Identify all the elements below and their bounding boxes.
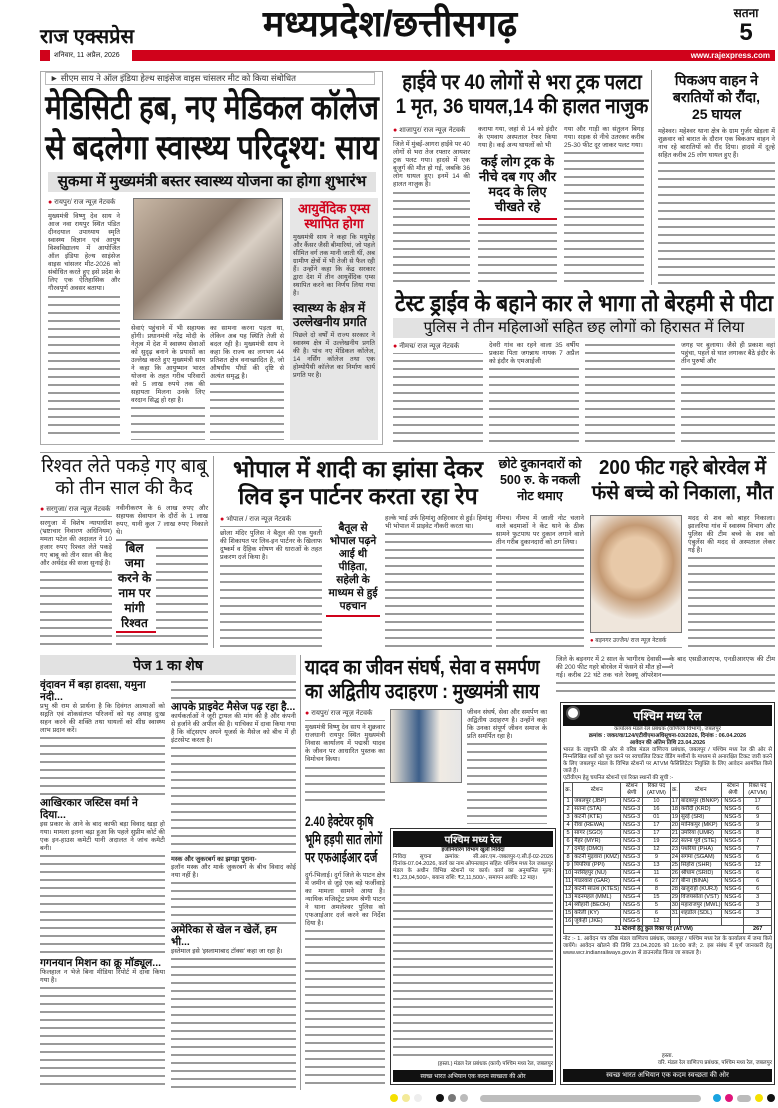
table-cell: NSG-5 xyxy=(722,838,744,846)
table-cell: 22 xyxy=(671,838,678,844)
text-filler xyxy=(393,884,553,1059)
table-cell: कटनी (KTE) xyxy=(573,814,621,822)
table-row xyxy=(564,830,772,838)
table-cell: NSG-5 xyxy=(722,830,744,838)
bhopal-inset: बैतूल से भोपाल पढ़ने आई थी पीड़िता, सहेली के माध्यम से हुई पहचान xyxy=(326,522,380,617)
borewell-lead: मदद से शव को बाहर निकाला। झालरिया गांव में स्वास्थ्य विभाग और पुलिस की टीम बच्चे के शव को एंबुलेंस की मदद से अस्पताल लेकर गई है। xyxy=(688,515,775,554)
table-cell: 17 xyxy=(744,798,772,806)
table-cell xyxy=(670,918,679,926)
table-cell: 31 xyxy=(671,910,678,916)
sidebar-text-2: पिछले दो वर्षों में राज्य सरकार ने स्वास्थ्य क्षेत्र में उल्लेखनीय प्रगति की है। पांच नए मेडिकल कॉलेज, 14 नर्सिंग कॉलेज तथा एक होम्योपैथी कॉलेज का निर्माण कार्य प्रगति पर है। xyxy=(293,332,375,379)
bribe-col2-text: नवीनीकरण के 6 लाख रुपए और सहायक सेवायान के दौरों के 1 लाख रुपए, यानी कुल 7 लाख रुपए निकाले थे। xyxy=(116,505,208,536)
table-cell: 20 xyxy=(671,822,678,828)
text-filler xyxy=(40,985,165,1089)
tender-ad-footer: स्वच्छ भारत अभियान एक कदम स्वच्छता की ओर xyxy=(393,1070,553,1082)
yadav-photo xyxy=(390,709,462,783)
continued-col-2 xyxy=(171,679,296,1089)
table-cell: सतना पूर्व (STE) xyxy=(679,838,721,846)
borewell-headline: 200 फीट गहरे बोरवेल में फंसे बच्चे को निकाला, मौत xyxy=(591,457,774,504)
table-header: स्टेशन श्रेणी xyxy=(722,783,744,798)
rail-ad-office: कार्यालय मंडल रेल प्रबंधक (वाणिज्य विभाग), जबलपुर xyxy=(614,726,721,732)
continued-item-title: आपके प्राइवेट मैसेज पढ़ रहा है... xyxy=(171,701,296,714)
tender-ad-text: निविदा सूचना क्रमांक: सी.आर.एम.-जबलपुर-ए.सी.ई-02-2026 दिनांक-07.04.2026, कार्य का नाम ओपनलाइन सहित: पश्चिम मध्य रेल जबलपुर मंडल के अधीन विभिन्न स्टेशनों पर कार्य। कार्य का अनुमानित मूल्य: ₹1,23,04,500/-, बयाना राशि: ₹2,11,500/-, समापन अवधि: 12 माह। xyxy=(393,854,553,881)
yadav-headline: यादव का जीवन संघर्ष, सेवा व समर्पण का अद्वितीय उदाहरण : मुख्यमंत्री साय xyxy=(305,656,540,703)
table-cell: NSG-5 xyxy=(722,798,744,806)
rail-ad-header xyxy=(563,705,772,726)
table-cell: 16 xyxy=(643,806,671,814)
table-cell: NSG-5 xyxy=(722,822,744,830)
table-cell: 5 xyxy=(643,902,671,910)
rail-ad-ref: क्रमांक : जकर/वा/124/एटीवीएम/अधिसूचना-03/2026, दिनांक : 06.04.2026 xyxy=(588,733,747,739)
red-bar xyxy=(132,50,775,61)
table-header: स्टेशन xyxy=(679,783,721,798)
table-cell: 6 xyxy=(744,886,772,894)
table-cell: 8 xyxy=(744,830,772,838)
table-cell: 9 xyxy=(643,854,671,862)
table-cell: पथरिया (PHA) xyxy=(679,846,721,854)
continued-item-text: इस प्रकार के आने के बाद काफी बड़ा विवाद खड़ा हो गया। मामला इतना बढ़ा हुआ कि पहले सुप्रीम कोर्ट की एक इन-हाउस कमेटी यानी अदालत ने जांच कमेटी बनी। xyxy=(40,821,165,853)
table-cell: 10 xyxy=(565,870,572,876)
table-cell: करौंदी (KRD) xyxy=(679,806,721,814)
table-cell: NSG-3 xyxy=(621,862,643,870)
table-cell: NSG-3 xyxy=(621,822,643,830)
table-row xyxy=(564,846,772,854)
table-cell: 23 xyxy=(671,846,678,852)
table-cell: 14 xyxy=(565,902,572,908)
table-cell: NSG-3 xyxy=(621,838,643,846)
rail-ad-deadline: आवेदन की अंतिम तिथि 23.04.2026 xyxy=(629,740,706,746)
table-cell: 21 xyxy=(671,830,678,836)
text-filler xyxy=(171,679,296,701)
table-cell: NSG-2 xyxy=(621,798,643,806)
main-byline: ● रायपुर/ राज न्यूज़ नेटवर्क xyxy=(48,198,120,210)
bribe-col-1 xyxy=(40,505,112,648)
borewell-byline: ● बड़नगर उज्जैन/ राज न्यूज़ नेटवर्क xyxy=(590,637,682,648)
table-cell: कटनी मुड़वारा (KMZ) xyxy=(574,854,620,860)
table-cell: 12 xyxy=(565,886,572,892)
continued-item-text: इलॉन मस्क और मार्क जुकरबर्ग के बीच विवाद कोई नया नहीं है। xyxy=(171,863,296,879)
divider xyxy=(40,452,775,453)
main-headline-line1: मेडिसिटी हब, नए मेडिकल कॉलेज xyxy=(45,89,379,127)
total-label: 31 स्टेशनों हेतु कुल रिक्त पद (ATVM) xyxy=(564,926,744,934)
table-cell: 17 xyxy=(671,798,678,804)
table-cell: मानिकपुर (MKP) xyxy=(679,822,721,830)
testdrive-subhead: पुलिस ने तीन महिलाओं सहित छह लोगों को हिरासत में लिया xyxy=(393,318,775,338)
table-header: रिक्त पद (ATVM) xyxy=(744,783,772,798)
table-cell: 17 xyxy=(643,822,671,830)
table-header: स्टेशन श्रेणी xyxy=(621,783,643,798)
text-filler xyxy=(40,735,165,797)
table-cell: 26 xyxy=(671,870,678,876)
table-cell: 3 xyxy=(744,910,772,918)
testdrive-byline: ● नीमच/ राज न्यूज़ नेटवर्क xyxy=(393,342,483,354)
main-sidebar xyxy=(290,198,378,440)
table-cell: NSG-5 xyxy=(621,910,643,918)
table-total-row xyxy=(564,926,772,934)
table-cell: NSG-5 xyxy=(722,814,744,822)
table-cell: नरसिंहपुर (NU) xyxy=(573,870,621,878)
continued-item-title: आखिरकार जस्टिस वर्मा ने दिया... xyxy=(40,797,165,821)
tender-ad-sign: (हस्ता.) मंडल रेल प्रबंधक (कार्य) पश्चिम मध्य रेल, जबलपुर xyxy=(437,1061,553,1067)
table-row xyxy=(564,894,772,902)
borewell-cont-text: जिले के बड़नगर में 2 साल के भागीरथ देवासी की 200 फीट गहरे बोरवेल में फंसने से मौत हो गई। करीब 22 घंटे तक चले रेस्क्यू ऑपरेशन के बाद एसडीआरएफ, एनडीआरएफ की टीम ने xyxy=(556,656,775,679)
table-cell: खजुराहो (KURJ) xyxy=(679,886,721,894)
table-row xyxy=(564,806,772,814)
table-cell: 16 xyxy=(565,918,572,924)
table-row xyxy=(564,854,772,862)
table-cell: 13 xyxy=(565,894,572,900)
table-cell: 15 xyxy=(643,894,671,902)
table-cell: 6 xyxy=(744,878,772,886)
tender-ad xyxy=(390,828,556,1085)
table-row xyxy=(564,838,772,846)
table-cell: कटनी साउथ (KTES) xyxy=(574,886,620,892)
table-cell: 6 xyxy=(564,838,573,846)
table-cell: NSG-5 xyxy=(621,902,643,910)
table-cell: 25 xyxy=(671,862,678,868)
continued-item-title: वृंदावन में बड़ा हादसा, यमुना नदी... xyxy=(40,679,165,703)
red-bar-left xyxy=(40,50,50,61)
spacer xyxy=(563,957,772,1053)
land-lead: दुर्ग-भिलाई। दुर्ग जिले के पाटन क्षेत्र में जमीन से जुड़े एक बड़े फर्जीवाड़े का मामला सामने आया है। न्यायिक मजिस्ट्रेट प्रथम श्रेणी पाटन ने थाना अमलेश्वर पुलिस को एफआईआर दर्ज करने का निर्देश दिया है। xyxy=(305,872,385,927)
testdrive-col-2 xyxy=(489,342,579,448)
main-headline-line2: से बदलेगा स्वास्थ्य परिदृश्य: साय xyxy=(45,129,379,167)
table-cell: 9 xyxy=(564,862,573,870)
table-cell: 6 xyxy=(643,878,671,886)
table-cell: मदनमहल (MML) xyxy=(573,894,621,902)
main-col3-text: का सामना करना पड़ता था, लेकिन अब यह स्थिति तेजी से बदल रही है। मुख्यमंत्री साय ने कहा कि राज्य का लगभग 44 प्रतिशत क्षेत्र वनाच्छादित है, जो औषधीय पौधों की दृष्टि से अत्यंत समृद्ध है। xyxy=(210,325,284,380)
bribe-headline: रिश्वत लेते पकड़े गए बाबू को तीन साल की कैद xyxy=(41,456,207,499)
bhopal-lead: छोला मंदिर पुलिस ने बैतूल की एक युवती की शिकायत पर लिव-इन पार्टनर के खिलाफ दुष्कर्म व दैहिक शोषण की धाराओं के तहत प्रकरण दर्ज किया है। xyxy=(220,530,322,561)
table-cell: सगमा (SGAM) xyxy=(679,854,721,862)
main-subhead: सुकमा में मुख्यमंत्री बस्तर स्वास्थ्य योजना का होगा शुभारंभ xyxy=(48,172,376,192)
table-header: रिक्त पद (ATVM) xyxy=(643,783,671,798)
highway-col-1 xyxy=(393,126,470,284)
table-row xyxy=(564,910,772,918)
table-cell: सिहोरा (SHR) xyxy=(679,862,721,870)
rail-ad-note: नोट :- 1. आवेदन पत्र वरिष्ठ मंडल वाणिज्य प्रबंधक, जबलपुर / पश्चिम मध्य रेल के कार्यालय में जमा किये जायेंगे। आवेदन खोलने की तिथि 23.04.2026 को 16:00 बजे; 2. इस संबंध में पूर्ण जानकारी हेतु www.wcr.indianrailways.gov.in से डाउनलोड किया जा सकता है। xyxy=(563,936,772,956)
rail-ad xyxy=(560,702,775,1085)
table-cell: 10 xyxy=(643,798,671,806)
table-cell: 27 xyxy=(671,878,678,884)
testdrive-col-4 xyxy=(681,342,775,448)
text-filler xyxy=(171,745,296,856)
table-cell: 9 xyxy=(744,814,772,822)
table-cell: ब्यौहारी (BEOH) xyxy=(573,902,621,910)
bhopal-col-1 xyxy=(220,515,322,648)
atvm-table xyxy=(563,782,772,934)
tender-ad-subtitle: इंजीनियरिंग विभाग खुली निविदा xyxy=(441,847,505,853)
highway-inner-heading: कई लोग ट्रक के नीचे दब गए और मदद के लिए चीखते रहे xyxy=(478,150,557,220)
bribe-col-2 xyxy=(116,505,208,648)
table-cell: 19 xyxy=(643,838,671,846)
table-cell: 7 xyxy=(564,846,573,854)
table-cell: 01 xyxy=(643,814,671,822)
table-cell: NSG-3 xyxy=(621,806,643,814)
sidebar-heading-2: स्वास्थ्य के क्षेत्र में उल्लेखनीय प्रगति xyxy=(293,301,367,329)
table-header: क्र. xyxy=(670,783,679,798)
table-cell: जबलपुर (JBP) xyxy=(573,798,621,806)
kicker-text: सीएम साय ने ऑल इंडिया हेल्थ साइंसेज वाइस चांसलर मीट को किया संबोधित xyxy=(60,73,296,83)
rail-ad-sign: वरि. मंडल रेल वाणिज्य प्रबंधक, पश्चिम मध्य रेल, जबलपुर xyxy=(657,1060,772,1066)
table-cell: 8 xyxy=(564,854,573,862)
table-cell: NSG-6 xyxy=(722,894,744,902)
table-cell: 24 xyxy=(671,854,678,860)
main-photo xyxy=(133,198,283,320)
table-cell: 28 xyxy=(671,886,678,892)
table-cell: NSG-3 xyxy=(621,846,643,854)
pickup-body xyxy=(658,128,775,284)
testdrive-col4-text: जगह पर बुलाया। जैसे ही प्रकाश वहां पहुंचा, पहले से घात लगाकर बैठे इंदौर के तीन पुरुषों और xyxy=(681,342,775,365)
table-cell: बांदकपुर (BNKP) xyxy=(679,798,721,806)
table-cell: NSG-3 xyxy=(621,814,643,822)
pickup-lead: महेश्वर। महेश्वर थाना क्षेत्र के ग्राम गुर्जर खेड़ला में शुक्रवार को बारात के दौरान एक बिकअप वाहन ने नाच रहे बारातियों को रौंद दिया। हादसे में दूल्हे सहित करीब 25 लोग घायल हुए हैं। xyxy=(658,128,775,159)
table-cell: दमोह (DMO) xyxy=(573,846,621,854)
table-cell: NSG-5 xyxy=(722,854,744,862)
highway-byline: ● शाजापुर/ राज न्यूज़ नेटवर्क xyxy=(393,126,470,138)
testdrive-col-3 xyxy=(585,342,675,448)
table-cell: करेली (KY) xyxy=(573,910,621,918)
table-cell: 12 xyxy=(643,918,671,926)
table-cell: 15 xyxy=(565,910,572,916)
table-cell: 5 xyxy=(564,830,573,838)
table-cell: NSG-5 xyxy=(722,878,744,886)
table-cell: श्रीधाम (SRID) xyxy=(679,870,721,878)
table-cell: NSG-5 xyxy=(722,846,744,854)
continued-item-text: फिलहाल न भेजे बिना मीडिया रिपोर्ट में दावा किया गया है। xyxy=(40,969,165,985)
table-cell: 4 xyxy=(564,822,573,830)
table-cell: महाराजपुर (MWL) xyxy=(680,902,721,908)
highway-col2-text: कराया गया, जहां से 14 को इंदौर के एमवाय अस्पताल रेफर किया गया है। कई अन्य घायलों को भी xyxy=(478,126,557,149)
borewell-col-right xyxy=(688,515,775,650)
table-cell: 18 xyxy=(671,806,678,812)
tender-ad-title: पश्चिम मध्य रेल xyxy=(393,831,553,847)
testdrive-col-1 xyxy=(393,342,483,448)
yadav-col-3 xyxy=(467,709,547,824)
table-cell: NSG-4 xyxy=(621,878,643,886)
site-url[interactable]: www.rajexpress.com xyxy=(690,51,770,60)
highway-headline: हाईवे पर 40 लोगों से भरा ट्रक पलटा 1 मृत, 36 घायल,14 की हालत नाजुक xyxy=(395,71,649,118)
table-cell: 11 xyxy=(643,870,671,878)
table-cell: NSG-4 xyxy=(621,886,643,894)
table-cell: 7 xyxy=(744,846,772,854)
table-row xyxy=(564,822,772,830)
brand-logo: राज एक्सप्रेस xyxy=(40,26,135,48)
yadav-col-1 xyxy=(305,709,385,807)
table-cell: सुरई (SRI) xyxy=(679,814,721,822)
rail-logo-icon xyxy=(566,706,580,720)
table-cell: 11 xyxy=(565,878,572,884)
yadav-byline: ● रायपुर/ राज न्यूज़ नेटवर्क xyxy=(305,709,385,721)
table-cell: NSG-4 xyxy=(621,894,643,902)
table-cell: उमरिया (UMR) xyxy=(679,830,721,838)
bhopal-col-2 xyxy=(385,515,492,648)
highway-lead: जिले में मुंबई-आगरा हाईवे पर 40 लोगों से भरा तेज रफ्तार आयशर ट्रक पलट गया। हादसे में एक बुजुर्ग की मौत हो गई, जबकि 36 लोग घायल हुए। इनमें 14 की हालत नाजुक है। xyxy=(393,141,470,188)
table-cell: 6 xyxy=(744,854,772,862)
table-cell: NSG-6 xyxy=(722,910,744,918)
table-cell xyxy=(722,918,744,926)
table-cell: 19 xyxy=(671,814,678,820)
main-lead: मुख्यमंत्री विष्णु देव साय ने आज नवा रायपुर स्थित पंडित दीनदयाल उपाध्याय स्मृति स्वास्थ्य विज्ञान एवं आयुष विश्वविद्यालय में आयोजित ऑल इंडिया हेल्थ साइंसेज वाइस चांसलर मीट-2026 को संबोधित करते हुए इसे प्रदेश के लिए एक ऐतिहासिक और गौरवपूर्ण अवसर बताया। xyxy=(48,213,120,292)
text-filler xyxy=(171,956,296,1089)
testdrive-headline: टेस्ट ड्राईव के बहाने कार ले भागा तो बेरहमी से पीटा xyxy=(394,290,774,316)
table-cell: 1 xyxy=(564,798,573,806)
table-row xyxy=(564,902,772,910)
edition-name: सतना xyxy=(733,6,759,20)
main-col-2 xyxy=(131,325,205,440)
table-cell: मैहर (MYR) xyxy=(573,838,621,846)
fakenotes-body xyxy=(496,515,584,648)
rail-ad-title: पश्चिम मध्य रेल xyxy=(633,709,702,723)
table-cell: NSG-4 xyxy=(621,870,643,878)
total-value: 267 xyxy=(744,926,772,934)
table-header: क्र. xyxy=(564,783,573,798)
table-cell: NSG-3 xyxy=(621,830,643,838)
divider xyxy=(213,456,214,648)
table-row xyxy=(564,878,772,886)
bhopal-byline: ● भोपाल / राज न्यूज़ नेटवर्क xyxy=(220,515,322,527)
table-row xyxy=(564,870,772,878)
table-cell: NSG-5 xyxy=(722,806,744,814)
borewell-photo xyxy=(590,515,682,633)
sidebar-heading-1: आयुर्वेदिक एम्स स्थापित होगा xyxy=(297,201,371,231)
divider xyxy=(300,655,301,1090)
table-cell: NSG-5 xyxy=(722,870,744,878)
table-cell: 12 xyxy=(643,846,671,854)
bribe-byline: ● सरगुजा/ राज न्यूज़ नेटवर्क xyxy=(40,505,112,517)
continued-item-title: मस्क और जुकरबर्ग का झगड़ा पुराना- xyxy=(171,856,296,864)
table-cell: NSG-5 xyxy=(722,862,744,870)
table-cell: NSG-3 xyxy=(621,854,643,862)
main-col-3 xyxy=(210,325,284,440)
borewell-col-bottom xyxy=(556,656,775,698)
table-cell: 6 xyxy=(643,910,671,918)
text-filler xyxy=(40,853,165,957)
table-row xyxy=(564,918,772,926)
continued-item-text: कार्यकर्ताओं ने जूरी ट्रायल की मांग की है और कंपनी से हर्जाने की अपील की है। याचिका में दावा किया गया है कि वॉट्सएप अपने यूजर्स के मैसेज को बीच में ही इंटरसेप्ट करता है। xyxy=(171,713,296,745)
table-cell: 6 xyxy=(744,870,772,878)
main-col-1 xyxy=(48,198,120,440)
continued-item-title: अमेरिका से खेल न खेलें, हम भी... xyxy=(171,924,296,948)
print-registration-marks xyxy=(390,1093,775,1103)
highway-col3-text: गया और गाड़ी का संतुलन बिगड़ गया। सड़क से नीचे उतरकर करीब 25-30 फीट दूर जाकर पलट गया। xyxy=(564,126,644,149)
rail-ad-footer: स्वच्छ भारत अभियान एक कदम स्वच्छता की ओर xyxy=(563,1069,772,1082)
table-cell: NSG-5 xyxy=(621,918,643,926)
yadav-lead: मुख्यमंत्री विष्णु देव साय ने शुक्रवार राजधानी रायपुर स्थित मुख्यमंत्री निवास कार्यालय में पद्मश्री यादव के जीवन पर आधारित पुस्तक का विमोचन किया। xyxy=(305,724,385,763)
divider xyxy=(651,70,652,285)
section-title: मध्यप्रदेश/छत्तीसगढ़ xyxy=(262,3,518,44)
rail-ad-sign-label: हस्ता. xyxy=(661,1053,674,1059)
page-number: 5 xyxy=(739,19,753,46)
table-row xyxy=(564,862,772,870)
table-cell: 3 xyxy=(744,894,772,902)
sidebar-text-1: मुख्यमंत्री साय ने कहा कि मधुमेह और कैंसर जैसी बीमारियां, जो पहले सीमित वर्ग तक मानी जाती थीं, अब ग्रामीण क्षेत्रों में भी तेजी से फैल रही हैं। उन्होंने कहा कि केंद्र सरकार द्वारा देश में तीन आयुर्वेदिक एम्स स्थापित करने का निर्णय लिया गया है। xyxy=(293,234,375,297)
table-cell: पिपरिया (PPI) xyxy=(573,862,621,870)
text-filler xyxy=(171,880,296,924)
continued-item-title: गगनयान मिशन का क्रू मॉड्यूल... xyxy=(40,957,165,969)
continued-item-text: प्रभु श्री राम से प्रार्थना है कि दिवंगत आत्माओं को सद्गति एवं शोकसंतप्त परिजनों को यह अथाह दुःख सहन करने की शक्ति तथा घायलों को शीघ्र स्वास्थ्य लाभ प्रदान करें। xyxy=(40,703,165,734)
rail-ad-list-label: एटीवीएम हेतु चयनित स्टेशनों एवं रिक्त स्थानों की सूची :- xyxy=(563,775,674,781)
table-cell: जुकेही (JKE) xyxy=(573,918,621,926)
land-body xyxy=(305,872,385,1088)
table-row xyxy=(564,798,772,806)
continued-item-text: इस्तेमाल इसे 'इस्लामाबाद टॉक्स' कहा जा रहा है। xyxy=(171,948,296,956)
bhopal-headline: भोपाल में शादी का झांसा देकर लिव इन पार्टनर करता रहा रेप xyxy=(233,456,483,509)
testdrive-lead: देवरी गांव का रहने वाला 35 वर्षीय प्रकाश पिता जगन्नाथ नायक 7 अप्रैल को इंदौर के एमआईजी xyxy=(489,342,579,365)
table-cell: NSG-6 xyxy=(722,902,744,910)
table-row xyxy=(564,814,772,822)
main-col2-text: सेवाएं पहुंचाने में भी सहायक होंगी। प्रधानमंत्री नरेंद्र मोदी के नेतृत्व में देश में स्वास्थ्य सेवाओं को सुदृढ़ बनाने के प्रयासों का उल्लेख करते हुए मुख्यमंत्री साय ने कहा कि आयुष्मान भारत योजना के तहत गरीब परिवारों को 5 लाख रुपये तक की सहायता मिलना उनके लिए वरदान सिद्ध हो रहा है। xyxy=(131,325,205,404)
table-cell xyxy=(679,918,721,926)
table-cell: बीना (BINA) xyxy=(679,878,721,886)
table-cell: गाडरवारा (GAR) xyxy=(573,878,621,886)
continued-header: पेज 1 का शेष xyxy=(40,655,296,675)
issue-date: शनिवार, 11 अप्रैल, 2026 xyxy=(54,52,120,59)
fakenotes-lead: नीमच। नीमच में जाली नोट चलाने वाले बदमाशों ने केंट थाने के ठीक सामने फुटपाथ पर दुकान लगाने वाले तीन गरीब दुकानदारों को ठग लिया। xyxy=(496,515,584,546)
table-cell: सतना (STA) xyxy=(573,806,621,814)
highway-col-3 xyxy=(564,126,644,284)
land-headline: 2.40 हेक्टेयर कृषि भूमि हड़पी सात लोगों पर एफआईआर दर्ज xyxy=(305,813,383,865)
highway-col-2 xyxy=(478,126,557,284)
bhopal-col2-text: हल्के भाई उर्फ हिमांशु अहिरवार से हुई। हिमांशु भी भोपाल में प्राइवेट नौकरी करता था। xyxy=(385,515,492,530)
table-cell: विजयसोता (VST) xyxy=(679,894,721,902)
rail-ad-intro: भारत के राष्ट्रपति की ओर से वरिष्ठ मंडल वाणिज्य प्रबंधक, जबलपुर / पश्चिम मध्य रेल की ओर से निम्नलिखित शर्तों को पूरा करने पर स्वचालित टिकट वेंडिंग मशीनों के माध्यम से अनारक्षित टिकट जारी करने के लिए जबलपुर मंडल के विभिन्न स्टेशनों पर ATVM फैसिलिटेटर नियुक्ति के लिए आवेदन आमंत्रित किये जाते हैं। xyxy=(563,747,772,774)
table-cell: 3 xyxy=(744,902,772,910)
bribe-lead: सरगुजा में विशेष न्यायाधीश (भ्रष्टाचार निवारण अधिनियम) ममता पटेल की अदालत ने 10 हजार रुपए रिश्वत लेते पकड़े गए बाबू को तीन साल की कैद और अर्थदंड की सजा सुनाई है। xyxy=(40,520,112,567)
table-cell: 29 xyxy=(671,894,678,900)
table-cell: 6 xyxy=(744,806,772,814)
table-cell: 7 xyxy=(744,838,772,846)
table-row xyxy=(564,886,772,894)
table-cell: 2 xyxy=(564,806,573,814)
table-cell xyxy=(744,918,772,926)
fakenotes-headline: छोटे दुकानदारों को 500 रु. के नकली नोट थमाए xyxy=(498,457,582,503)
continued-col-1 xyxy=(40,679,165,1089)
table-cell: 3 xyxy=(564,814,573,822)
table-cell: 12 xyxy=(744,862,772,870)
table-header: स्टेशन xyxy=(573,783,621,798)
table-cell: रीवा (REWA) xyxy=(573,822,621,830)
table-cell: 13 xyxy=(643,862,671,870)
table-cell: NSG-6 xyxy=(722,886,744,894)
table-cell: सागर (SGO) xyxy=(573,830,621,838)
table-cell: 8 xyxy=(643,886,671,894)
table-cell: 9 xyxy=(744,822,772,830)
table-cell: शहडोल (SDL) xyxy=(679,910,721,918)
bribe-inset: बिल जमा करने के नाम पर मांगी रिश्वत xyxy=(116,541,156,633)
pickup-headline: पिकअप वाहन ने बरातियों को रौंदा, 25 घायल xyxy=(672,72,761,122)
yadav-col3-text: जीवन संघर्ष, सेवा और समर्पण का अद्वितीय उदाहरण है। उन्होंने कहा कि उनका संपूर्ण जीवन समाज के प्रति समर्पित रहा है। xyxy=(467,709,547,740)
main-kicker: ► सीएम साय ने ऑल इंडिया हेल्थ साइंसेज वाइस चांसलर मीट को किया संबोधित xyxy=(45,72,375,85)
table-cell: 30 xyxy=(671,902,678,908)
table-cell: 17 xyxy=(643,830,671,838)
